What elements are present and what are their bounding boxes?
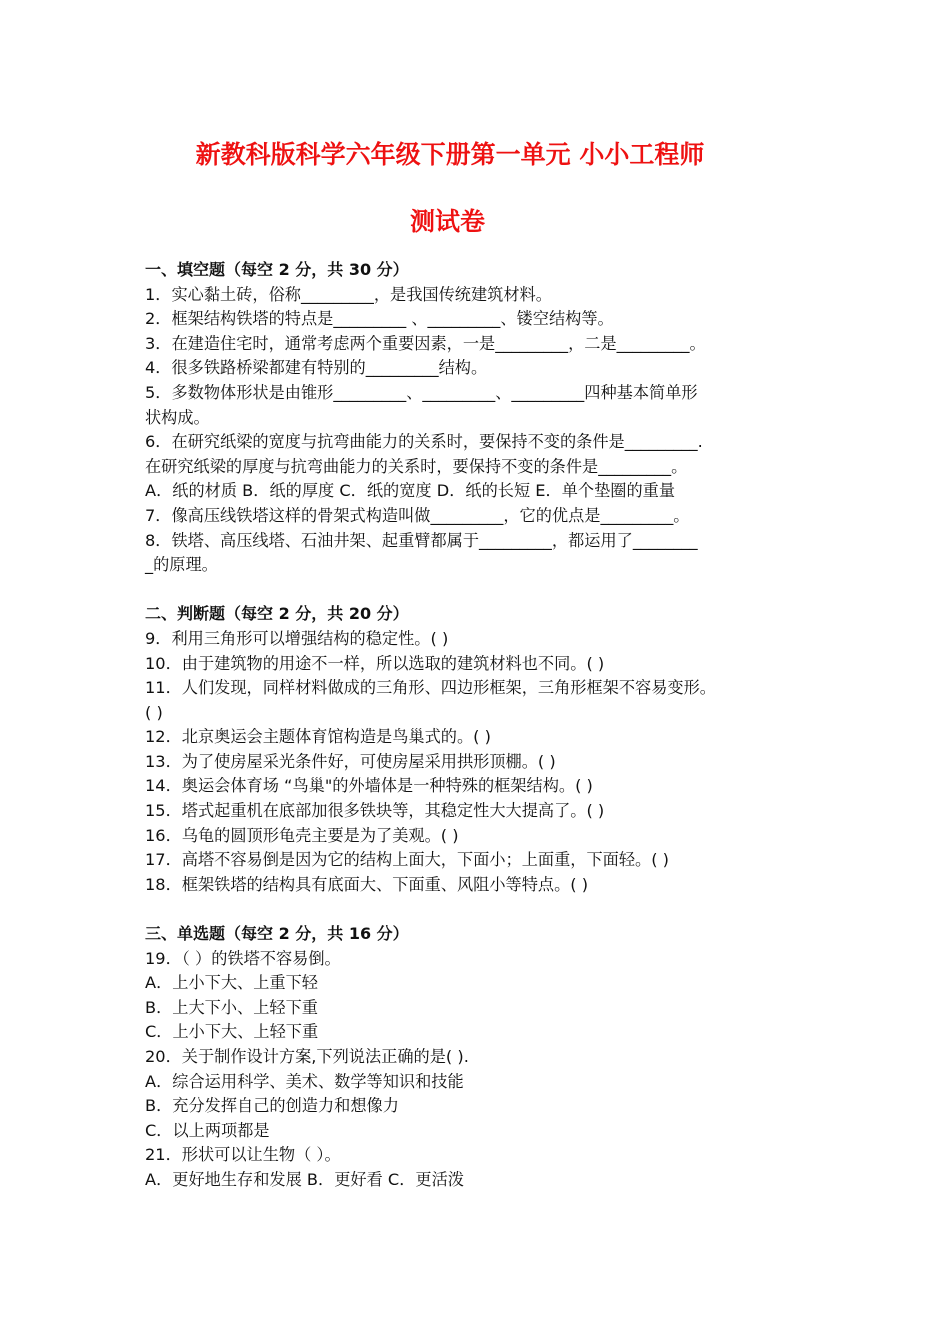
section-heading: 三、单选题（每空 2 分，共 16 分） bbox=[145, 924, 409, 944]
question-line: 17．高塔不容易倒是因为它的结构上面大，下面小；上面重，下面轻。( ) bbox=[145, 850, 669, 870]
question-line: 10．由于建筑物的用途不一样，所以选取的建筑材料也不同。( ) bbox=[145, 653, 605, 673]
option-line: C．以上两项都是 bbox=[145, 1120, 270, 1140]
document-title: 新教科版科学六年级下册第一单元 小小工程师 bbox=[195, 140, 705, 169]
section-spacer bbox=[145, 578, 815, 603]
question-line: 19．（ ）的铁塔不容易倒。 bbox=[145, 948, 341, 968]
section-true-false bbox=[145, 602, 815, 897]
question-line: 13．为了使房屋采光条件好，可使房屋采用拱形顶棚。( ) bbox=[145, 751, 556, 771]
option-line: A．更好地生存和发展 B．更好看 C．更活泼 bbox=[145, 1169, 464, 1189]
question-line: 14．奥运会体育场 “鸟巢"的外墙体是一种特殊的框架结构。( ) bbox=[145, 776, 593, 796]
section-heading: 二、判断题（每空 2 分，共 20 分） bbox=[145, 604, 409, 624]
option-line: A．上小下大、上重下轻 bbox=[145, 973, 318, 993]
question-line: ( ) bbox=[145, 702, 163, 722]
section-fill-in-blank bbox=[145, 258, 815, 578]
question-line: 在研究纸梁的厚度与抗弯曲能力的关系时，要保持不变的条件是_________。 bbox=[145, 456, 688, 476]
question-line: 8．铁塔、高压线塔、石油井架、起重臂都属于_________，都运用了________ bbox=[145, 530, 698, 550]
option-line: B．充分发挥自己的创造力和想像力 bbox=[145, 1096, 399, 1116]
question-line: 7．像高压线铁塔这样的骨架式构造叫做_________，它的优点是_________。 bbox=[145, 505, 690, 525]
question-line: 3．在建造住宅时，通常考虑两个重要因素，一是_________，二是_________。 bbox=[145, 333, 706, 353]
option-line: C．上小下大、上轻下重 bbox=[145, 1022, 319, 1042]
question-line: 15．塔式起重机在底部加很多铁块等，其稳定性大大提高了。( ) bbox=[145, 801, 605, 821]
section-heading: 一、填空题（每空 2 分，共 30 分） bbox=[145, 260, 409, 279]
question-line: 4．很多铁路桥梁都建有特别的_________结构。 bbox=[145, 358, 488, 378]
question-line: 18．框架铁塔的结构具有底面大、下面重、风阻小等特点。( ) bbox=[145, 874, 589, 894]
question-line: 21．形状可以让生物（ ）。 bbox=[145, 1145, 341, 1165]
question-line: 1．实心黏土砖，俗称_________，是我国传统建筑材料。 bbox=[145, 284, 552, 304]
question-line: 11．人们发现，同样材料做成的三角形、四边形框架，三角形框架不容易变形。 bbox=[145, 678, 716, 698]
document-body bbox=[145, 258, 815, 1193]
document-subtitle: 测试卷 bbox=[409, 207, 485, 236]
question-line: 9．利用三角形可以增强结构的稳定性。( ) bbox=[145, 628, 449, 648]
question-line: 6．在研究纸梁的宽度与抗弯曲能力的关系时，要保持不变的条件是_________. bbox=[145, 432, 703, 452]
section-single-choice bbox=[145, 922, 815, 1193]
question-line: 2．框架结构铁塔的特点是_________ 、_________、镂空结构等。 bbox=[145, 309, 614, 329]
question-line: 16．乌龟的圆顶形龟壳主要是为了美观。( ) bbox=[145, 825, 459, 845]
option-line: A．纸的材质 B．纸的厚度 C．纸的宽度 D．纸的长短 E．单个垫圈的重量 bbox=[145, 481, 676, 501]
question-line: 5．多数物体形状是由锥形_________、_________、_________四种基本简单形 bbox=[145, 382, 698, 402]
option-line: B．上大下小、上轻下重 bbox=[145, 997, 318, 1017]
section-spacer bbox=[145, 897, 815, 922]
option-line: A．综合运用科学、美术、数学等知识和技能 bbox=[145, 1071, 464, 1091]
question-line: 20．关于制作设计方案,下列说法正确的是( ). bbox=[145, 1047, 469, 1066]
question-line: 状构成。 bbox=[145, 407, 210, 427]
question-line: 12．北京奥运会主题体育馆构造是鸟巢式的。( ) bbox=[145, 727, 491, 747]
question-line: _的原理。 bbox=[145, 555, 218, 575]
